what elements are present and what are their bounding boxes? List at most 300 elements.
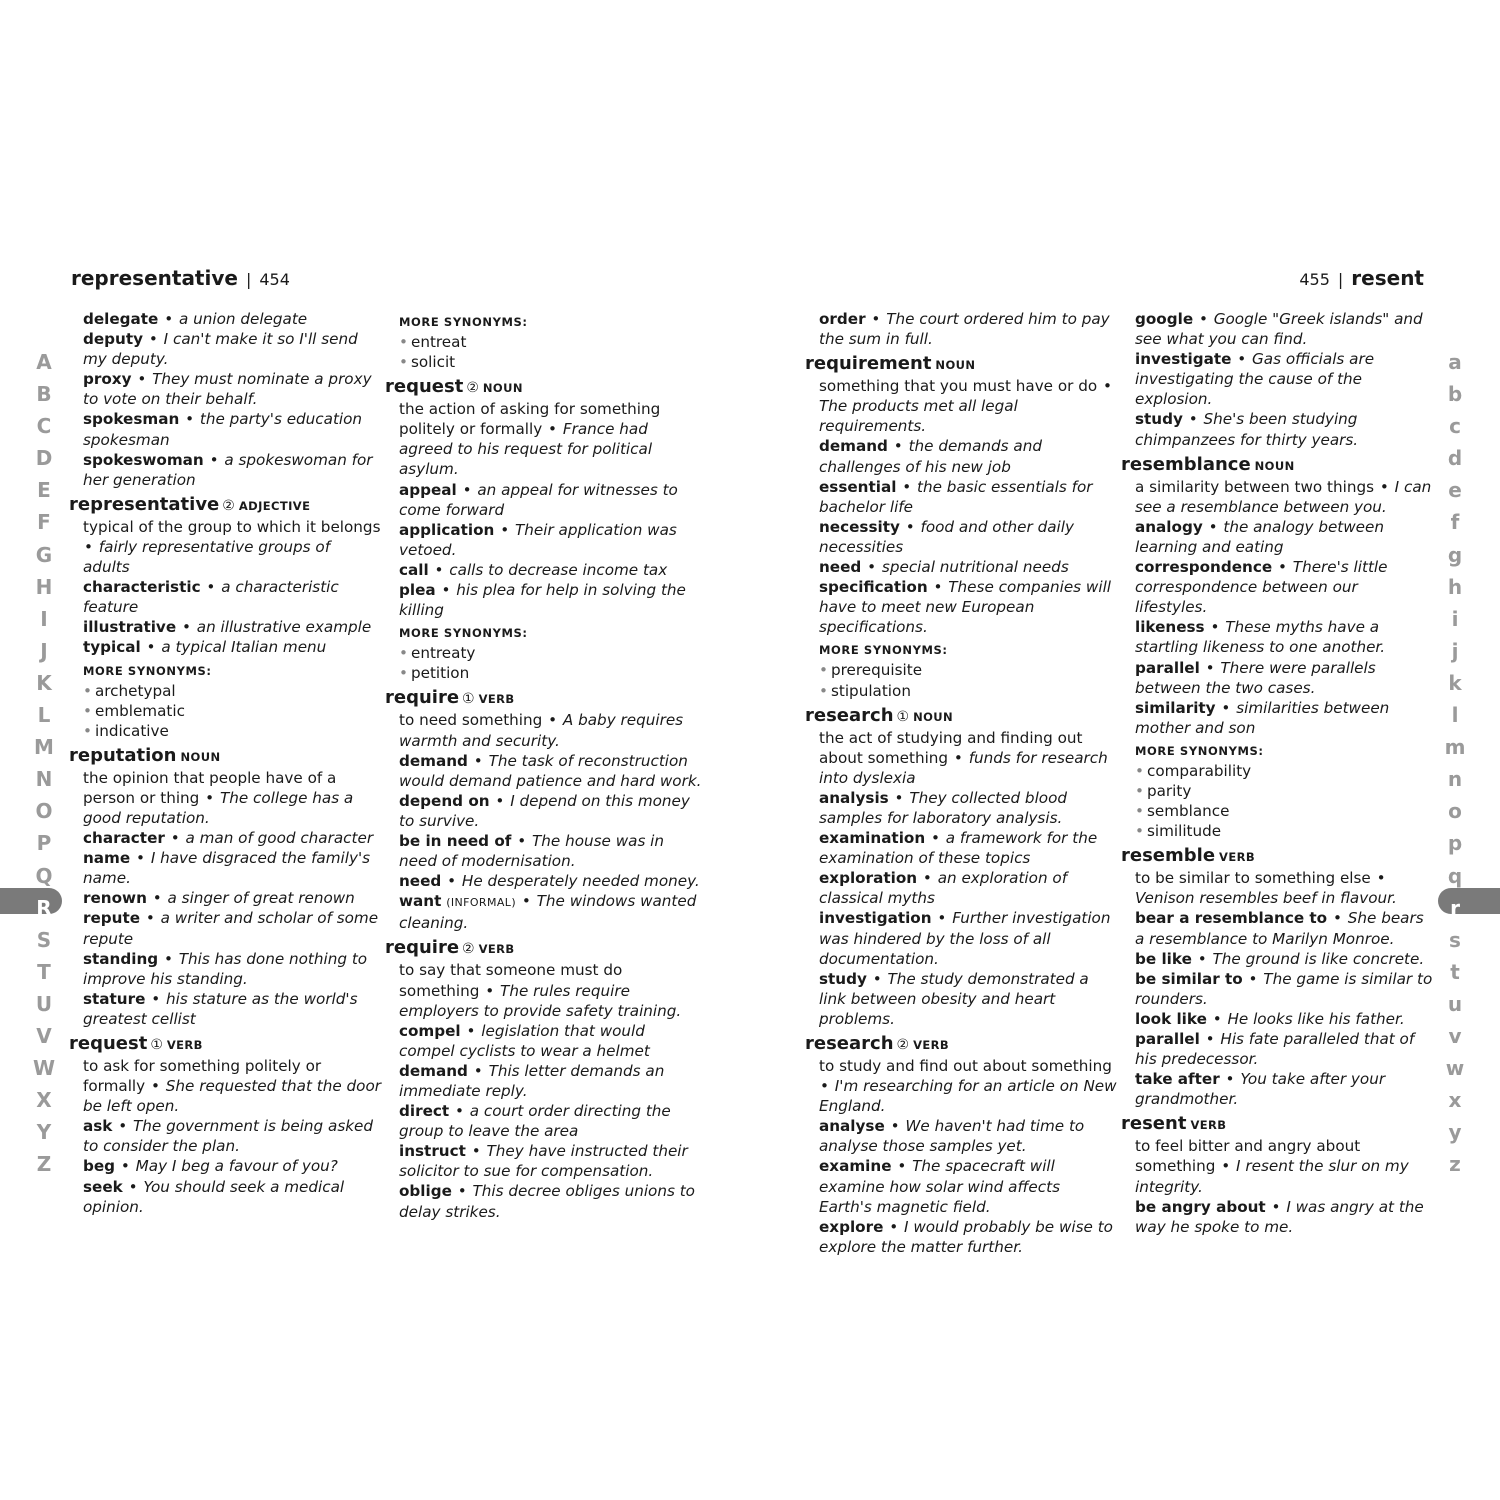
more-synonym-word: comparability xyxy=(1146,761,1252,780)
synonym-row xyxy=(399,891,703,933)
synonym-row xyxy=(83,949,381,989)
more-synonym-item xyxy=(83,721,381,741)
headword-text: research xyxy=(805,704,894,726)
synonym-word: parallel xyxy=(1135,1030,1200,1048)
alphabet-index-right xyxy=(1431,346,1479,1180)
index-letter-left-l[interactable]: L xyxy=(37,703,51,728)
definition-example: She requested that the door be left open. xyxy=(83,1077,381,1116)
synonym-example: a spokeswoman for her generation xyxy=(83,450,373,489)
definition-example: A baby requires warmth and security. xyxy=(399,711,684,750)
synonym-row xyxy=(819,1116,1117,1156)
more-synonym-item xyxy=(399,332,703,352)
synonym-example: a man of good character xyxy=(185,829,374,848)
dictionary-column-2 xyxy=(385,309,703,1226)
synonym-word: spokesman xyxy=(83,410,180,429)
index-letter-right-r[interactable]: r xyxy=(1450,895,1460,920)
more-synonym-item xyxy=(1135,761,1433,781)
bullet: • xyxy=(473,751,483,770)
synonym-word: similarity xyxy=(1135,698,1216,717)
more-synonym-word: archetypal xyxy=(94,681,176,700)
synonym-example: a typical Italian menu xyxy=(161,638,327,657)
synonym-row xyxy=(1135,409,1433,449)
synonym-row xyxy=(83,637,381,657)
synonym-row xyxy=(399,791,703,831)
index-letter-right-i[interactable]: i xyxy=(1451,606,1459,631)
synonym-example: a writer and scholar of some repute xyxy=(83,909,379,948)
synonym-example: This letter demands an immediate reply. xyxy=(399,1061,665,1100)
index-letter-left-v[interactable]: V xyxy=(36,1023,52,1048)
synonym-example: I can't make it so I'll send my deputy. xyxy=(83,330,358,369)
bullet: • xyxy=(399,644,408,663)
more-synonym-word: indicative xyxy=(94,721,169,740)
entry-body xyxy=(1121,868,1433,1109)
index-letter-left-i[interactable]: I xyxy=(40,606,48,631)
index-letter-right-z[interactable]: z xyxy=(1449,1152,1461,1177)
bullet: • xyxy=(1237,350,1247,369)
bullet: • xyxy=(170,829,180,848)
synonym-row xyxy=(1135,517,1433,557)
bullet: • xyxy=(209,450,219,469)
synonym-word: demand xyxy=(399,751,468,770)
index-letter-right-p[interactable]: p xyxy=(1447,831,1463,856)
synonym-word: be like xyxy=(1135,949,1192,968)
index-letter-left-a[interactable]: A xyxy=(36,350,52,374)
synonym-word: bear a resemblance to xyxy=(1135,909,1328,928)
bullet: • xyxy=(889,1217,899,1236)
synonym-row xyxy=(819,788,1117,828)
synonym-example: a union delegate xyxy=(178,310,308,328)
synonym-example: We haven't had time to analyse those samples yet. xyxy=(819,1117,1085,1156)
entry-headword xyxy=(1121,845,1433,868)
bullet: • xyxy=(1212,1009,1222,1028)
synonym-row xyxy=(1135,309,1433,349)
synonym-row xyxy=(83,888,381,908)
synonym-row xyxy=(819,477,1117,517)
definition-text: the opinion that people have of a person or thing xyxy=(83,768,337,807)
index-letter-right-v[interactable]: v xyxy=(1448,1023,1462,1048)
index-letter-left-s[interactable]: S xyxy=(36,927,52,952)
entry-headword xyxy=(1121,1113,1433,1136)
bullet: • xyxy=(181,618,191,637)
synonym-example: She's been studying chimpanzees for thirty years. xyxy=(1135,410,1359,449)
synonym-word: exploration xyxy=(819,869,918,888)
index-letter-right-d[interactable]: d xyxy=(1447,446,1463,471)
synonym-example: These companies will have to meet new European specifications. xyxy=(819,578,1112,637)
part-of-speech: NOUN xyxy=(913,709,954,724)
synonym-example: Gas officials are investigating the cause of the explosion. xyxy=(1135,350,1375,409)
synonym-row xyxy=(399,1021,703,1061)
synonym-example: Their application was vetoed. xyxy=(399,520,677,559)
more-synonym-word: similitude xyxy=(1146,822,1222,841)
running-headword-right: resent xyxy=(1351,266,1424,290)
bullet: • xyxy=(1210,618,1220,637)
running-headword-left: representative xyxy=(71,266,238,290)
page-number-left: 454 xyxy=(259,270,290,289)
more-synonym-item xyxy=(83,681,381,701)
bullet: • xyxy=(1205,1030,1215,1048)
synonym-row xyxy=(1135,1069,1433,1109)
index-letter-left-d[interactable]: D xyxy=(35,446,53,471)
synonym-example: I would probably be wise to explore the matter further. xyxy=(819,1217,1113,1256)
index-letter-left-x[interactable]: X xyxy=(36,1088,52,1113)
entry-body xyxy=(385,399,703,683)
part-of-speech: NOUN xyxy=(935,358,976,373)
headword-text: require xyxy=(385,937,460,959)
more-synonyms-label: MORE SYNONYMS: xyxy=(399,315,528,329)
headword-text: require xyxy=(385,687,460,709)
bullet: • xyxy=(922,869,932,888)
synonym-word: essential xyxy=(819,477,897,496)
entry-body xyxy=(69,768,381,1029)
part-of-speech: VERB xyxy=(478,942,515,957)
more-synonym-item xyxy=(819,660,1117,680)
synonym-example: They collected blood samples for laboratory analysis. xyxy=(819,788,1068,827)
index-letter-left-y[interactable]: Y xyxy=(36,1120,52,1145)
synonym-row xyxy=(399,580,703,620)
bullet: • xyxy=(128,1177,138,1196)
synonym-example: Further investigation was hindered by the loss of all documentation. xyxy=(819,909,1111,968)
definition-example: The rules require employers to provide safety training. xyxy=(399,981,682,1020)
bullet: • xyxy=(150,1077,160,1096)
definition-text: a similarity between two things xyxy=(1135,477,1375,496)
synonym-word: examination xyxy=(819,829,926,848)
entry-body xyxy=(805,309,1117,349)
synonym-row xyxy=(819,309,1117,349)
synonym-example: There's little correspondence between our lifestyles. xyxy=(1135,558,1388,617)
synonym-row xyxy=(399,751,703,791)
more-synonym-item xyxy=(819,681,1117,701)
bullet: • xyxy=(495,791,505,810)
index-letter-left-e[interactable]: E xyxy=(37,478,51,503)
synonym-example: He desperately needed money. xyxy=(461,872,700,891)
index-letter-left-k[interactable]: K xyxy=(36,670,52,695)
synonym-word: appeal xyxy=(399,480,457,499)
headword-text: representative xyxy=(69,493,220,515)
index-letter-right-k[interactable]: k xyxy=(1448,670,1462,695)
synonym-row xyxy=(819,436,1117,476)
index-letter-right-f[interactable]: f xyxy=(1450,510,1460,535)
synonym-example: special nutritional needs xyxy=(881,558,1069,577)
entry-headword xyxy=(69,745,381,768)
sense-number: ① xyxy=(896,708,910,725)
synonym-word: specification xyxy=(819,578,928,597)
more-synonyms-label: MORE SYNONYMS: xyxy=(819,643,948,658)
synonym-row xyxy=(83,450,381,490)
page-number-right: 455 xyxy=(1299,270,1330,289)
synonym-word: standing xyxy=(83,949,159,968)
synonym-row xyxy=(1135,1029,1433,1069)
entry-body xyxy=(805,728,1117,1029)
entry-body xyxy=(385,710,703,933)
bullet: • xyxy=(447,872,457,891)
index-letter-left-u[interactable]: U xyxy=(35,991,53,1016)
synonym-row xyxy=(399,1141,703,1181)
synonym-example: calls to decrease income tax xyxy=(449,560,668,579)
page-header-left: representative | 454 xyxy=(71,266,290,290)
more-synonym-item xyxy=(83,701,381,721)
synonym-example: Google "Greek islands" and see what you can find. xyxy=(1135,310,1423,349)
definition xyxy=(399,960,703,1020)
bullet: • xyxy=(146,638,156,657)
synonym-word: delegate xyxy=(83,310,159,328)
more-synonym-word: prerequisite xyxy=(830,661,923,680)
bullet: • xyxy=(517,831,527,850)
headword-text: research xyxy=(805,1033,894,1054)
sense-number: ② xyxy=(466,380,479,397)
bullet: • xyxy=(937,909,947,928)
dictionary-column-3 xyxy=(805,309,1117,1261)
synonym-example: the basic essentials for bachelor life xyxy=(819,477,1093,516)
entry-headword xyxy=(69,1033,381,1056)
synonym-word: analogy xyxy=(1135,517,1203,536)
synonym-word: study xyxy=(1135,410,1183,429)
definition-text: the act of studying and finding out about something xyxy=(819,728,1083,767)
index-letter-left-f[interactable]: F xyxy=(37,510,51,535)
index-letter-left-c[interactable]: C xyxy=(36,414,52,439)
more-synonym-item xyxy=(399,663,703,683)
definition xyxy=(819,1056,1117,1116)
synonym-example: This decree obliges unions to delay strikes. xyxy=(399,1182,695,1221)
part-of-speech: NOUN xyxy=(482,381,523,396)
index-letter-right-y[interactable]: y xyxy=(1448,1120,1462,1145)
synonym-example: You take after your grandmother. xyxy=(1135,1070,1386,1109)
bullet: • xyxy=(471,1142,481,1161)
synonym-word: want xyxy=(399,892,442,911)
bullet: • xyxy=(1135,781,1144,800)
bullet: • xyxy=(867,558,877,577)
synonym-word: direct xyxy=(399,1102,450,1121)
dictionary-entry xyxy=(1121,454,1433,842)
bullet: • xyxy=(137,370,147,389)
synonym-word: be angry about xyxy=(1135,1197,1266,1216)
bullet: • xyxy=(454,1102,464,1121)
index-letter-left-j[interactable]: J xyxy=(40,638,48,663)
entry-headword xyxy=(805,353,1117,376)
index-letter-right-c[interactable]: c xyxy=(1449,414,1461,439)
synonym-row xyxy=(1135,1009,1433,1029)
index-letter-right-u[interactable]: u xyxy=(1447,991,1463,1016)
dictionary-entry xyxy=(1121,309,1433,450)
definition xyxy=(1135,477,1433,517)
synonym-word: repute xyxy=(83,909,141,928)
index-letter-right-o[interactable]: o xyxy=(1448,799,1462,824)
index-letter-right-n[interactable]: n xyxy=(1447,767,1463,792)
sense-number: ② xyxy=(462,941,475,958)
index-letter-right-a[interactable]: a xyxy=(1448,350,1462,374)
bullet: • xyxy=(1135,822,1144,841)
definition-example: I can see a resemblance between you. xyxy=(1135,477,1432,516)
synonym-word: need xyxy=(819,558,862,577)
bullet: • xyxy=(894,788,904,807)
synonym-row xyxy=(83,848,381,888)
dictionary-entry xyxy=(805,353,1117,700)
synonym-row xyxy=(819,1156,1117,1216)
index-letter-right-s[interactable]: s xyxy=(1449,927,1461,952)
index-letter-left-m[interactable]: M xyxy=(34,735,54,760)
entry-headword xyxy=(385,687,703,710)
bullet: • xyxy=(185,410,195,429)
index-letter-right-e[interactable]: e xyxy=(1448,478,1462,503)
more-synonym-item xyxy=(1135,781,1433,801)
entry-body xyxy=(1121,1136,1433,1236)
synonym-word: oblige xyxy=(399,1182,452,1201)
definition xyxy=(1135,868,1433,908)
index-letter-left-q[interactable]: Q xyxy=(35,863,53,888)
synonym-word: name xyxy=(83,849,131,868)
synonym-example: the party's education spokesman xyxy=(83,410,363,449)
bullet: • xyxy=(890,1117,900,1136)
synonym-example: The windows wanted cleaning. xyxy=(399,892,697,933)
index-letter-right-t[interactable]: t xyxy=(1450,959,1460,984)
index-letter-left-b[interactable]: B xyxy=(36,382,52,407)
bullet: • xyxy=(206,578,216,597)
index-letter-left-z[interactable]: Z xyxy=(36,1152,52,1177)
synonym-row xyxy=(819,969,1117,1029)
synonym-example: The court ordered him to pay the sum in full. xyxy=(819,310,1110,349)
bullet: • xyxy=(118,1117,128,1136)
bullet: • xyxy=(441,581,451,600)
bullet: • xyxy=(1248,969,1258,988)
synonym-row xyxy=(1135,969,1433,1009)
index-letter-right-b[interactable]: b xyxy=(1447,382,1463,407)
bullet: • xyxy=(1376,869,1386,888)
dictionary-entry xyxy=(1121,1113,1433,1236)
synonym-example: May I beg a favour of you? xyxy=(135,1157,338,1176)
synonym-row xyxy=(83,409,381,449)
synonym-row xyxy=(83,828,381,848)
index-letter-left-p[interactable]: P xyxy=(36,831,52,856)
synonym-row xyxy=(399,560,703,580)
headword-text: request xyxy=(69,1033,148,1054)
definition xyxy=(399,710,703,750)
index-letter-left-h[interactable]: H xyxy=(35,574,53,599)
synonym-row xyxy=(819,577,1117,637)
index-letter-right-h[interactable]: h xyxy=(1447,574,1463,599)
index-letter-right-j[interactable]: j xyxy=(1451,638,1459,663)
index-letter-right-g[interactable]: g xyxy=(1447,542,1463,567)
index-letter-right-m[interactable]: m xyxy=(1444,735,1466,760)
bullet: • xyxy=(145,909,155,928)
more-synonym-word: stipulation xyxy=(830,681,911,700)
alphabet-index-left xyxy=(20,346,68,1180)
synonym-row xyxy=(83,577,381,617)
entry-body xyxy=(1121,309,1433,450)
dictionary-entry xyxy=(385,312,703,372)
index-letter-left-w[interactable]: W xyxy=(32,1056,56,1081)
definition-text: to say that someone must do something xyxy=(399,961,623,1000)
entry-headword xyxy=(385,376,703,399)
entry-body xyxy=(69,1056,381,1217)
synonym-word: be similar to xyxy=(1135,969,1243,988)
bullet: • xyxy=(148,330,158,349)
bullet: • xyxy=(1379,477,1389,496)
bullet: • xyxy=(399,353,408,372)
index-letter-left-t[interactable]: T xyxy=(37,959,51,984)
bullet: • xyxy=(473,1061,483,1080)
bullet: • xyxy=(820,1077,829,1096)
synonym-word: beg xyxy=(83,1157,116,1176)
dictionary-entry xyxy=(385,687,703,933)
synonym-row xyxy=(83,329,381,369)
synonym-word: ask xyxy=(83,1117,113,1136)
synonym-example: similarities between mother and son xyxy=(1135,698,1390,737)
entry-headword xyxy=(805,705,1117,728)
synonym-row xyxy=(83,1177,381,1217)
synonym-row xyxy=(1135,908,1433,948)
synonym-example: I depend on this money to survive. xyxy=(399,791,690,830)
dictionary-entry xyxy=(69,745,381,1029)
bullet: • xyxy=(1332,909,1342,928)
synonym-word: compel xyxy=(399,1021,461,1040)
part-of-speech: NOUN xyxy=(1254,458,1295,473)
index-letter-right-w[interactable]: w xyxy=(1445,1056,1465,1081)
entry-body xyxy=(69,517,381,741)
bullet: • xyxy=(1102,377,1112,396)
bullet: • xyxy=(1197,949,1207,968)
bullet: • xyxy=(152,889,162,908)
synonym-word: take after xyxy=(1135,1070,1220,1089)
bullet: • xyxy=(205,788,215,807)
index-letter-right-x[interactable]: x xyxy=(1448,1088,1462,1113)
index-letter-right-l[interactable]: l xyxy=(1451,703,1459,728)
definition-text: to feel bitter and angry about something xyxy=(1135,1137,1361,1176)
synonym-word: correspondence xyxy=(1135,558,1273,577)
index-letter-left-r[interactable]: R xyxy=(36,895,52,920)
index-letter-left-n[interactable]: N xyxy=(35,767,53,792)
synonym-word: demand xyxy=(399,1061,468,1080)
bullet: • xyxy=(1221,1157,1231,1176)
synonym-example: a court order directing the group to leave the area xyxy=(399,1102,671,1141)
sense-number: ② xyxy=(896,1037,910,1053)
bullet: • xyxy=(84,537,93,556)
synonym-word: spokeswoman xyxy=(83,450,204,469)
synonym-word: be in need of xyxy=(399,831,512,850)
bullet: • xyxy=(897,1157,907,1176)
synonym-row xyxy=(399,480,703,520)
synonym-word: stature xyxy=(83,989,146,1008)
synonym-word: illustrative xyxy=(83,618,177,637)
register-label: (INFORMAL) xyxy=(446,896,517,910)
synonym-example: the analogy between learning and eating xyxy=(1135,517,1384,556)
more-synonyms-label: MORE SYNONYMS: xyxy=(83,663,212,678)
synonym-example: The game is similar to rounders. xyxy=(1135,969,1433,1008)
bullet: • xyxy=(548,420,558,439)
synonym-row xyxy=(83,369,381,409)
definition-example: funds for research into dyslexia xyxy=(819,748,1108,787)
synonym-example: his stature as the world's greatest cellist xyxy=(83,989,358,1028)
synonym-example: These myths have a startling likeness to one another. xyxy=(1135,618,1386,657)
synonym-row xyxy=(399,1181,703,1221)
definition-text: something that you must have or do xyxy=(819,377,1098,396)
index-letter-left-g[interactable]: G xyxy=(35,542,53,567)
synonym-row xyxy=(819,517,1117,557)
bullet: • xyxy=(930,829,940,848)
bullet: • xyxy=(1205,658,1215,677)
synonym-row xyxy=(819,908,1117,968)
dictionary-entry xyxy=(805,1033,1117,1257)
definition-text: to need something xyxy=(399,711,543,730)
synonym-word: study xyxy=(819,969,867,988)
bullet: • xyxy=(1208,517,1218,536)
index-letter-left-o[interactable]: O xyxy=(35,799,53,824)
index-letter-right-q[interactable]: q xyxy=(1447,863,1463,888)
bullet: • xyxy=(1135,802,1144,821)
synonym-example: the demands and challenges of his new job xyxy=(819,437,1042,476)
bullet: • xyxy=(457,1182,467,1201)
dictionary-entry xyxy=(805,705,1117,1029)
synonym-example: an exploration of classical myths xyxy=(819,869,1068,908)
definition-text: typical of the group to which it belongs xyxy=(83,517,381,536)
